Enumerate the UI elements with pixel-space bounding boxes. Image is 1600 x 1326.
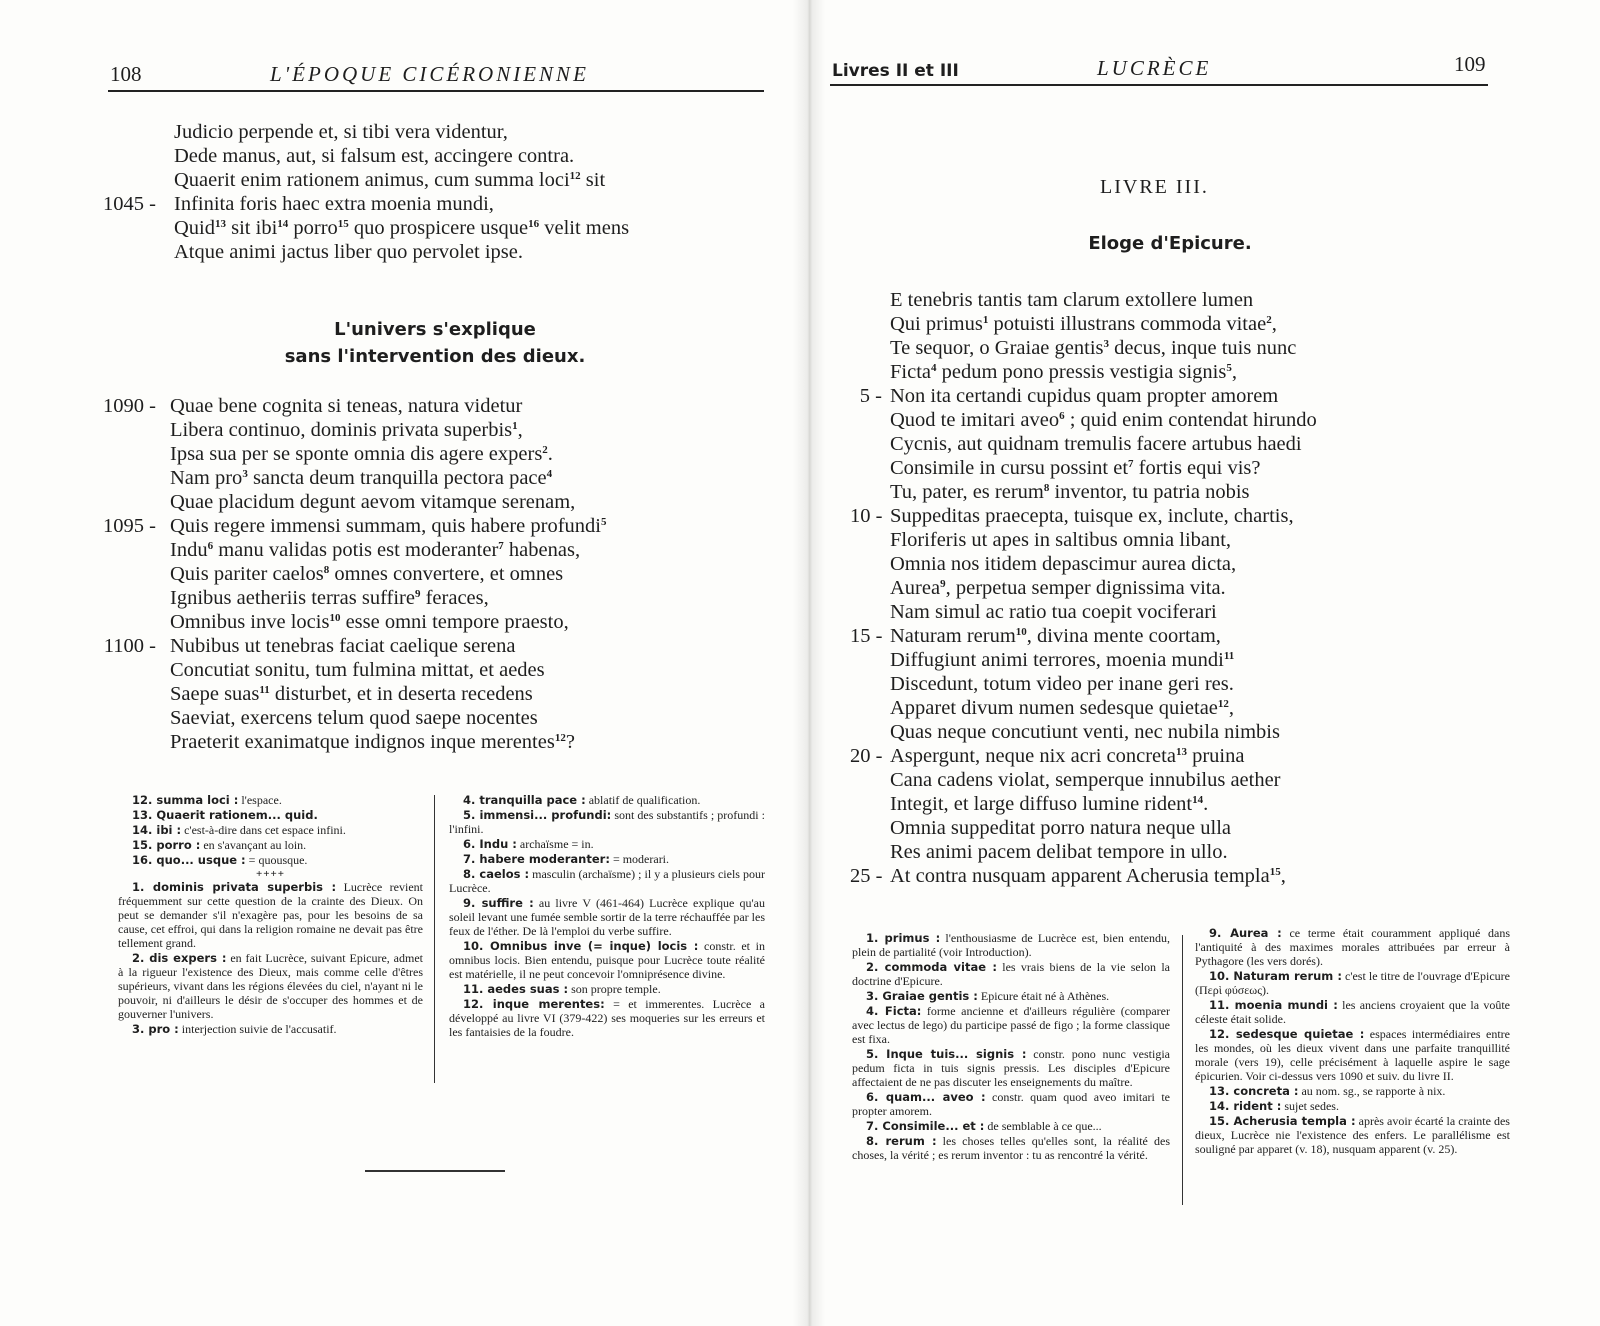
footnote-ref: 12 bbox=[569, 170, 581, 182]
verse-line bbox=[100, 706, 780, 730]
footnote-ref: 5 bbox=[1226, 362, 1232, 374]
verse-line bbox=[850, 432, 1550, 456]
running-head: L'ÉPOQUE CICÉRONIENNE bbox=[270, 62, 589, 86]
verse-text: Ficta$^4$ pedum pono pressis vestigia signis$^5$, bbox=[890, 361, 1237, 383]
heading-line-2: sans l'intervention des dieux. bbox=[284, 346, 586, 367]
verse-line bbox=[100, 562, 780, 586]
verse-number: 5 - bbox=[859, 385, 882, 407]
verse-line bbox=[850, 864, 1550, 888]
header-rule bbox=[108, 90, 764, 92]
verse-text: Cycnis, aut quidnam tremulis facere artubus haedi bbox=[890, 433, 1302, 455]
verse-text: Concutiat sonitu, tum fulmina mittat, et aedes bbox=[170, 659, 545, 681]
footnote: 2. commoda vitae : les vrais biens de la vie selon la doctrine d'Epicure. bbox=[852, 960, 1171, 988]
footnote: 14. rident : sujet sedes. bbox=[1209, 1099, 1339, 1113]
verse-text: Quod te imitari aveo$^6$ ; quid enim contendat hirundo bbox=[890, 409, 1317, 431]
verse-line bbox=[850, 672, 1550, 696]
verse-text: Omnia suppeditat porro natura neque ulla bbox=[890, 817, 1231, 839]
footnote-ref: 10 bbox=[1015, 626, 1027, 638]
footnote: 7. Consimile... et : de semblable à ce que... bbox=[866, 1119, 1102, 1133]
verse-text: Quae bene cognita si teneas, natura videtur bbox=[170, 395, 523, 417]
footnote: 4. Ficta: forme ancienne et d'ailleurs régulière (comparer avec lectus de lego) du participe passé de figo ; la forme classique est fixa. bbox=[852, 1004, 1170, 1046]
footnote-ref: 11 bbox=[1223, 650, 1235, 662]
verse-text: Res animi pacem delibat tempore in ullo. bbox=[890, 841, 1228, 863]
right-page bbox=[820, 0, 1600, 1326]
verse-line bbox=[850, 768, 1550, 792]
footnote-ref: 10 bbox=[329, 612, 341, 624]
verse-text: Nubibus ut tenebras faciat caelique serena bbox=[170, 635, 516, 657]
footnote-ref: 14 bbox=[1192, 794, 1204, 806]
verse-line bbox=[100, 634, 780, 658]
verse-text: Saeviat, exercens telum quod saepe nocentes bbox=[170, 707, 538, 729]
verse-line bbox=[100, 120, 780, 144]
book-title: LIVRE III. bbox=[1100, 176, 1209, 198]
verse-line bbox=[850, 600, 1550, 624]
footnote-divider bbox=[434, 795, 435, 1083]
verse-number: 20 - bbox=[850, 745, 883, 767]
verse-line bbox=[850, 696, 1550, 720]
verse-line bbox=[850, 792, 1550, 816]
footnote: 1. primus : l'enthousiasme de Lucrèce est, bien entendu, plein de partialité (voir Introduction). bbox=[852, 931, 1171, 959]
verse-line bbox=[100, 730, 780, 754]
verse-line bbox=[850, 624, 1550, 648]
footnote-ref: 7 bbox=[498, 540, 504, 552]
verse-text: Dede manus, aut, si falsum est, accingere contra. bbox=[174, 145, 575, 167]
verse-line bbox=[100, 144, 780, 168]
footnote-ref: 3 bbox=[242, 468, 248, 480]
heading-line-1: L'univers s'explique bbox=[334, 319, 536, 340]
verse-line bbox=[100, 658, 780, 682]
verse-text: At contra nusquam apparent Acherusia templa$^{15}$, bbox=[890, 865, 1286, 887]
verse-line bbox=[850, 456, 1550, 480]
verse-number: 25 - bbox=[850, 865, 883, 887]
footnote: 10. Omnibus inve (= inque) locis : constr. et in omnibus locis. Bien entendu, puisque pour Lucrèce toute réalité est matérielle, il ne peut concevoir l'omniprésence divine. bbox=[449, 939, 765, 981]
verse-line bbox=[100, 240, 780, 264]
verse-text: Discedunt, totum video per inane geri res. bbox=[890, 673, 1234, 695]
verse-text: Quis pariter caelos$^8$ omnes convertere, et omnes bbox=[170, 563, 564, 585]
footnotes-col-1 bbox=[118, 793, 423, 1037]
footnote-ref: 1 bbox=[982, 314, 989, 326]
page-number: 108 bbox=[110, 62, 142, 86]
footnote: 8. rerum : les choses telles qu'elles sont, la réalité des choses, la vérité ; es rerum inventor : tu as rencontré la vérité. bbox=[852, 1134, 1170, 1162]
verse-text: Nam pro$^3$ sancta deum tranquilla pectora pace$^4$ bbox=[170, 467, 553, 489]
verse-text: E tenebris tantis tam clarum extollere lumen bbox=[890, 289, 1254, 311]
footnote-ref: 4 bbox=[931, 362, 937, 374]
verse-text: Quae placidum degunt aevom vitamque serenam, bbox=[170, 491, 576, 513]
verse-text: Floriferis ut apes in saltibus omnia libant, bbox=[890, 529, 1232, 551]
verse-line bbox=[100, 586, 780, 610]
verse-block-iii-1 bbox=[850, 288, 1550, 888]
footnote-ref: 7 bbox=[1128, 458, 1134, 470]
footnote: 3. pro : interjection suivie de l'accusatif. bbox=[132, 1022, 337, 1036]
verse-text: Non ita certandi cupidus quam propter amorem bbox=[890, 385, 1279, 407]
footnote: 5. immensi... profundi: sont des substantifs ; profundi : l'infini. bbox=[449, 808, 766, 836]
verse-text: Praeterit exanimatque indignos inque merentes$^{12}$? bbox=[170, 731, 575, 753]
verse-line bbox=[850, 576, 1550, 600]
footnote-ref: 2 bbox=[542, 444, 548, 456]
footnote-ref: 9 bbox=[940, 578, 946, 590]
verse-line bbox=[850, 720, 1550, 744]
verse-line bbox=[850, 648, 1550, 672]
verse-text: Omnia nos itidem depascimur aurea dicta, bbox=[890, 553, 1237, 575]
verse-line bbox=[100, 418, 780, 442]
verse-line bbox=[100, 394, 780, 418]
footnote: 11. moenia mundi : les anciens croyaient que la voûte céleste était solide. bbox=[1195, 998, 1510, 1026]
footnotes-col-2 bbox=[1195, 926, 1510, 1157]
footnote-ref: 13 bbox=[1175, 746, 1187, 758]
verse-line bbox=[100, 682, 780, 706]
verse-text: Quis regere immensi summam, quis habere profundi$^5$ bbox=[170, 515, 607, 537]
verse-text: Te sequor, o Graiae gentis$^3$ decus, inque tuis nunc bbox=[890, 337, 1297, 359]
verse-line bbox=[100, 442, 780, 466]
verse-line bbox=[100, 466, 780, 490]
verse-text: Nam simul ac ratio tua coepit vociferari bbox=[890, 601, 1217, 623]
verse-text: Indu$^6$ manu validas potis est moderanter$^7$ habenas, bbox=[170, 539, 581, 561]
footnote: 11. aedes suas : son propre temple. bbox=[463, 982, 661, 996]
footnote: 6. quam... aveo : constr. quam quod aveo imitari te propter amorem. bbox=[852, 1090, 1170, 1118]
footnote-ref: 1 bbox=[512, 420, 518, 432]
verse-line bbox=[850, 744, 1550, 768]
end-rule bbox=[365, 1170, 505, 1172]
footnote: 9. Aurea : ce terme était couramment appliqué dans l'antiquité à des maximes morales attribuées par erreur à Pythagore (les vers dorés). bbox=[1195, 926, 1511, 968]
verse-text: Apparet divum numen sedesque quietae$^{12}$, bbox=[890, 697, 1235, 719]
verse-text: Saepe suas$^{11}$ disturbet, et in deserta recedens bbox=[170, 683, 533, 705]
verse-line bbox=[850, 480, 1550, 504]
footnote-ref: 5 bbox=[600, 516, 607, 528]
verse-block-ii-1090 bbox=[100, 394, 780, 754]
footnote: 15. porro : en s'avançant au loin. bbox=[132, 838, 307, 852]
footnote-ref: 8 bbox=[323, 564, 330, 576]
footnote-ref: 6 bbox=[207, 540, 214, 552]
footnote-ref: 2 bbox=[1266, 314, 1272, 326]
verse-text: Naturam rerum$^{10}$, divina mente coortam, bbox=[890, 625, 1221, 647]
footnote: 3. Graiae gentis : Epicure était né à Athènes. bbox=[866, 989, 1110, 1003]
verse-line bbox=[850, 552, 1550, 576]
verse-text: Ipsa sua per se sponte omnia dis agere expers$^2$. bbox=[170, 443, 553, 465]
verse-number: 1045 - bbox=[103, 193, 156, 215]
verse-line bbox=[100, 216, 780, 240]
verse-line bbox=[100, 490, 780, 514]
footnote: 6. Indu : archaïsme = in. bbox=[463, 837, 594, 851]
footnote-ref: 9 bbox=[414, 588, 421, 600]
verse-line bbox=[850, 816, 1550, 840]
footnote: 9. suffire : au livre V (461-464) Lucrèce explique qu'au soleil levant une fumée semble sortir de la terre réchauffée par les feux de l'éther. De là l'emploi du verbe suffire. bbox=[449, 896, 765, 938]
footnote: 2. dis expers : en fait Lucrèce, suivant Epicure, admet à la rigueur l'existence des Dieux, mais comme celle d'êtres supérieurs, vivant dans les régions élevées du ciel, n'ayant ni le pouvoir, ni d'ailleurs le désir de s'occuper des hommes et de gouverner l'univers. bbox=[118, 951, 424, 1021]
verse-text: Suppeditas praecepta, tuisque ex, inclute, chartis, bbox=[890, 505, 1294, 527]
verse-text: Judicio perpende et, si tibi vera videntur, bbox=[174, 121, 508, 143]
verse-number: 1090 - bbox=[103, 395, 156, 417]
footnote: 12. summa loci : l'espace. bbox=[132, 793, 282, 807]
footnote-ref: 13 bbox=[215, 218, 226, 230]
verse-text: Quas neque concutiunt venti, nec nubila nimbis bbox=[890, 721, 1280, 743]
verse-line bbox=[850, 840, 1550, 864]
verse-number: 1100 - bbox=[103, 635, 156, 657]
footnote-divider bbox=[1182, 935, 1183, 1205]
footnote: 10. Naturam rerum : c'est le titre de l'ouvrage d'Epicure (Περὶ φύσεως). bbox=[1195, 969, 1510, 997]
verse-text: Ignibus aetheriis terras suffire$^9$ feraces, bbox=[170, 587, 489, 609]
verse-line bbox=[850, 312, 1550, 336]
page-number: 109 bbox=[1454, 52, 1486, 76]
footnote: 16. quo... usque : = quousque. bbox=[132, 853, 308, 867]
footnote: 13. concreta : au nom. sg., se rapporte à nix. bbox=[1209, 1084, 1446, 1098]
verse-line bbox=[100, 538, 780, 562]
footnote-ref: 3 bbox=[1103, 338, 1109, 350]
footnote-ref: 12 bbox=[554, 732, 566, 744]
verse-text: Aurea$^9$, perpetua semper dignissima vita. bbox=[890, 577, 1226, 599]
verse-number: 15 - bbox=[850, 625, 883, 647]
verse-text: Diffugiunt animi terrores, moenia mundi$^{11}$ bbox=[890, 649, 1235, 671]
verse-text: Aspergunt, neque nix acri concreta$^{13}$ pruina bbox=[890, 745, 1245, 767]
footnote-ref: 16 bbox=[528, 218, 540, 230]
verse-number: 1095 - bbox=[103, 515, 156, 537]
footnote: 1. dominis privata superbis : Lucrèce revient fréquemment sur cette question de la crainte des Dieux. On peut se demander s'il n'exagère pas, pour les besoins de sa cause, cet effroi, qui dans la religion romaine ne devait pas être tellement grand. bbox=[118, 880, 423, 950]
verse-line bbox=[850, 504, 1550, 528]
verse-text: Consimile in cursu possint $et^7$ fortis equi vis? bbox=[890, 457, 1261, 479]
verse-text: Omnibus inve locis$^{10}$ esse omni tempore praesto, bbox=[170, 611, 569, 633]
verse-number: 10 - bbox=[850, 505, 883, 527]
verse-text: Tu, pater, es rerum$^8$ inventor, tu patria nobis bbox=[890, 481, 1250, 503]
section-heading: Eloge d'Epicure. bbox=[1088, 233, 1252, 254]
header-rule bbox=[830, 84, 1488, 86]
footnote: 13. Quaerit rationem... quid. bbox=[132, 808, 318, 822]
verse-text: Cana cadens violat, semperque innubilus aether bbox=[890, 769, 1281, 791]
verse-line bbox=[100, 514, 780, 538]
verse-text: Infinita foris haec extra moenia mundi, bbox=[174, 193, 494, 215]
footnote: 8. caelos : masculin (archaïsme) ; il y a plusieurs ciels pour Lucrèce. bbox=[449, 867, 765, 895]
verse-block-ii-1043 bbox=[100, 120, 780, 264]
footnote: 12. sedesque quietae : espaces intermédiaires entre les mondes, où les dieux vivent dans une parfaite tranquillité morale (vers 19), celle précisément à laquelle aspire le sage épicurien. Voir ci-dessus vers 1090 et suiv. du livre II. bbox=[1195, 1027, 1510, 1083]
verse-line bbox=[100, 610, 780, 634]
section-heading bbox=[230, 316, 640, 370]
footnote-ref: 11 bbox=[259, 684, 270, 696]
verse-text: Qui primus$^1$ potuisti illustrans commoda vitae$^2$, bbox=[890, 313, 1277, 335]
footnote: 4. tranquilla pace : ablatif de qualification. bbox=[463, 793, 701, 807]
footnote: 14. ibi : c'est-à-dire dans cet espace infini. bbox=[132, 823, 346, 837]
running-head: LUCRÈCE bbox=[1097, 56, 1212, 80]
verse-text: Integit, et large diffuso lumine rident$^{14}$. bbox=[890, 793, 1209, 815]
footnote: 12. inque merentes: = et immerentes. Lucrèce a développé au livre VI (379-422) ses moqueries sur les erreurs et les fantaisies de la foudre. bbox=[449, 997, 765, 1039]
verse-line bbox=[850, 336, 1550, 360]
footnote-ref: 12 bbox=[1217, 698, 1229, 710]
footnote-ref: 15 bbox=[337, 218, 349, 230]
footnote-ref: 6 bbox=[1059, 410, 1065, 422]
verse-text: Atque animi jactus liber quo pervolet ipse. bbox=[174, 241, 523, 263]
verse-line bbox=[850, 408, 1550, 432]
footnote-ref: 4 bbox=[546, 468, 553, 480]
verse-text: Libera continuo, dominis privata superbis$^1$, bbox=[170, 419, 523, 441]
verse-line bbox=[850, 288, 1550, 312]
footnote-ref: 8 bbox=[1043, 482, 1050, 494]
verse-line bbox=[100, 168, 780, 192]
footnotes-col-2 bbox=[449, 793, 765, 1040]
running-left: Livres II et III bbox=[832, 61, 959, 81]
note-separator: ++++ bbox=[255, 868, 286, 880]
verse-line bbox=[100, 192, 780, 216]
footnote: 15. Acherusia templa : après avoir écarté la crainte des dieux, Lucrèce nie l'existence des enfers. Le parallélisme est souligné par apparet (v. 18), nusquam apparent (v. 25). bbox=[1195, 1114, 1510, 1156]
footnote-ref: 15 bbox=[1269, 866, 1281, 878]
footnote: 5. Inque tuis... signis : constr. pono nunc vestigia pedum ficta in tuis signis pressis. Les disciples d'Epicure affectaient de ne pas discuter les enseignements du maître. bbox=[852, 1047, 1170, 1089]
footnote: 7. habere moderanter: = moderari. bbox=[463, 852, 670, 866]
footnotes-col-1 bbox=[852, 931, 1170, 1163]
verse-text: Quaerit enim rationem animus, cum summa loci$^{12}$ sit bbox=[174, 169, 606, 191]
verse-line bbox=[850, 528, 1550, 552]
verse-line bbox=[850, 360, 1550, 384]
footnote-ref: 14 bbox=[277, 218, 289, 230]
verse-line bbox=[850, 384, 1550, 408]
verse-text: Quid$^{13}$ sit ibi$^{14}$ porro$^{15}$ quo prospicere usque$^{16}$ velit mens bbox=[174, 217, 630, 239]
